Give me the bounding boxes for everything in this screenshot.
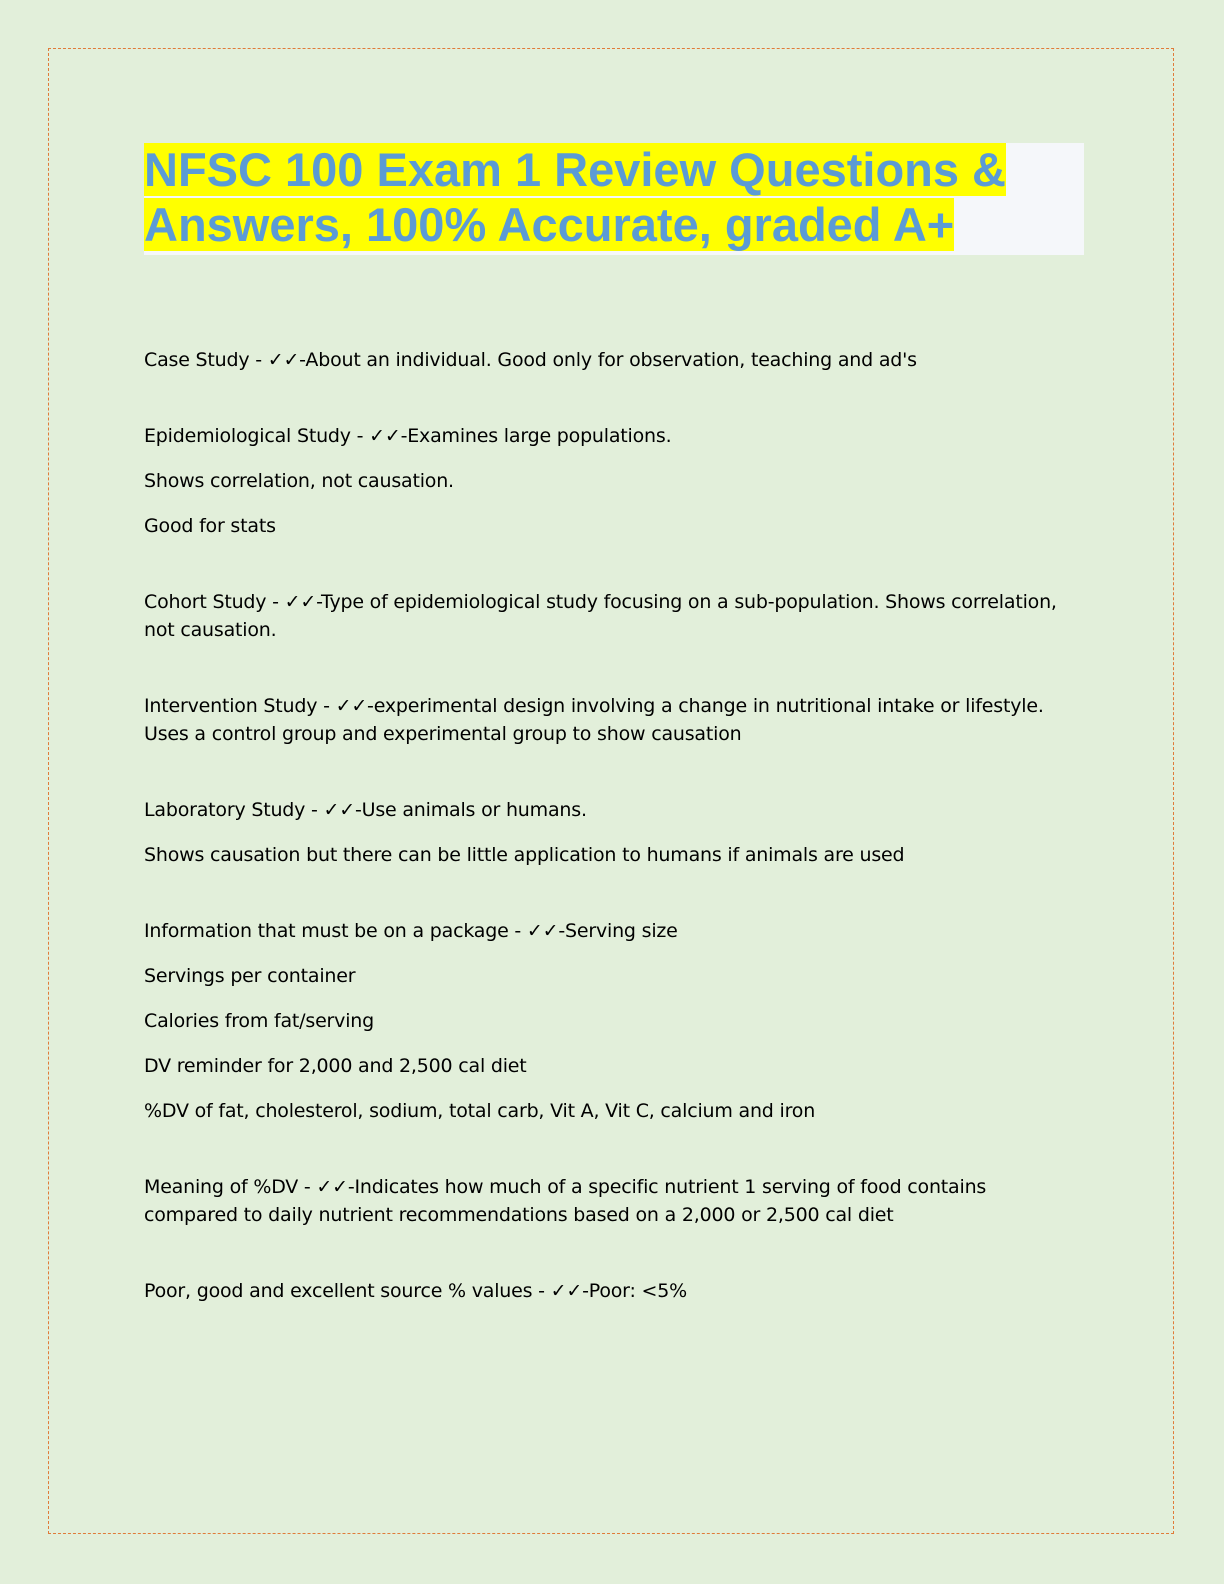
entry-text: Laboratory Study - ✓✓-Use animals or humans. [144, 799, 587, 821]
qa-entry-case-study [144, 346, 1084, 374]
entry-text: Servings per container [144, 965, 356, 987]
title-highlight: NFSC 100 Exam 1 Review Questions & Answers, 100% Accurate, graded A+ [144, 143, 1006, 251]
qa-list [144, 346, 1084, 1353]
qa-entry-cohort-study [144, 588, 1084, 644]
qa-entry-meaning-of-dv [144, 1173, 1084, 1229]
entry-text: Cohort Study - ✓✓-Type of epidemiological study focusing on a sub-population. Shows correlation, not causation. [144, 591, 1057, 641]
entry-text: Information that must be on a package - ✓✓-Serving size [144, 920, 678, 942]
entry-text: Poor, good and excellent source % values - ✓✓-Poor: <5% [144, 1280, 687, 1302]
entry-text: %DV of fat, cholesterol, sodium, total carb, Vit A, Vit C, calcium and iron [144, 1100, 816, 1122]
qa-entry-epidemiological-study [144, 422, 1084, 540]
entry-text: Good for stats [144, 515, 276, 537]
qa-entry-intervention-study [144, 692, 1084, 748]
entry-text: Shows correlation, not causation. [144, 470, 454, 492]
entry-text: DV reminder for 2,000 and 2,500 cal diet [144, 1055, 527, 1077]
qa-entry-source-values [144, 1277, 1084, 1305]
page-title [144, 142, 1074, 252]
entry-text: Case Study - ✓✓-About an individual. Good only for observation, teaching and ad's [144, 349, 917, 371]
entry-text: Epidemiological Study - ✓✓-Examines large populations. [144, 425, 672, 447]
qa-entry-package-information [144, 917, 1084, 1125]
entry-text: Calories from fat/serving [144, 1010, 374, 1032]
entry-text: Intervention Study - ✓✓-experimental design involving a change in nutritional intake or lifestyle. Uses a control group and experimental group to show causation [144, 695, 1044, 745]
qa-entry-laboratory-study [144, 796, 1084, 869]
entry-text: Meaning of %DV - ✓✓-Indicates how much of a specific nutrient 1 serving of food contains compared to daily nutrient recommendations based on a 2,000 or 2,500 cal diet [144, 1176, 987, 1226]
entry-text: Shows causation but there can be little application to humans if animals are used [144, 844, 905, 866]
